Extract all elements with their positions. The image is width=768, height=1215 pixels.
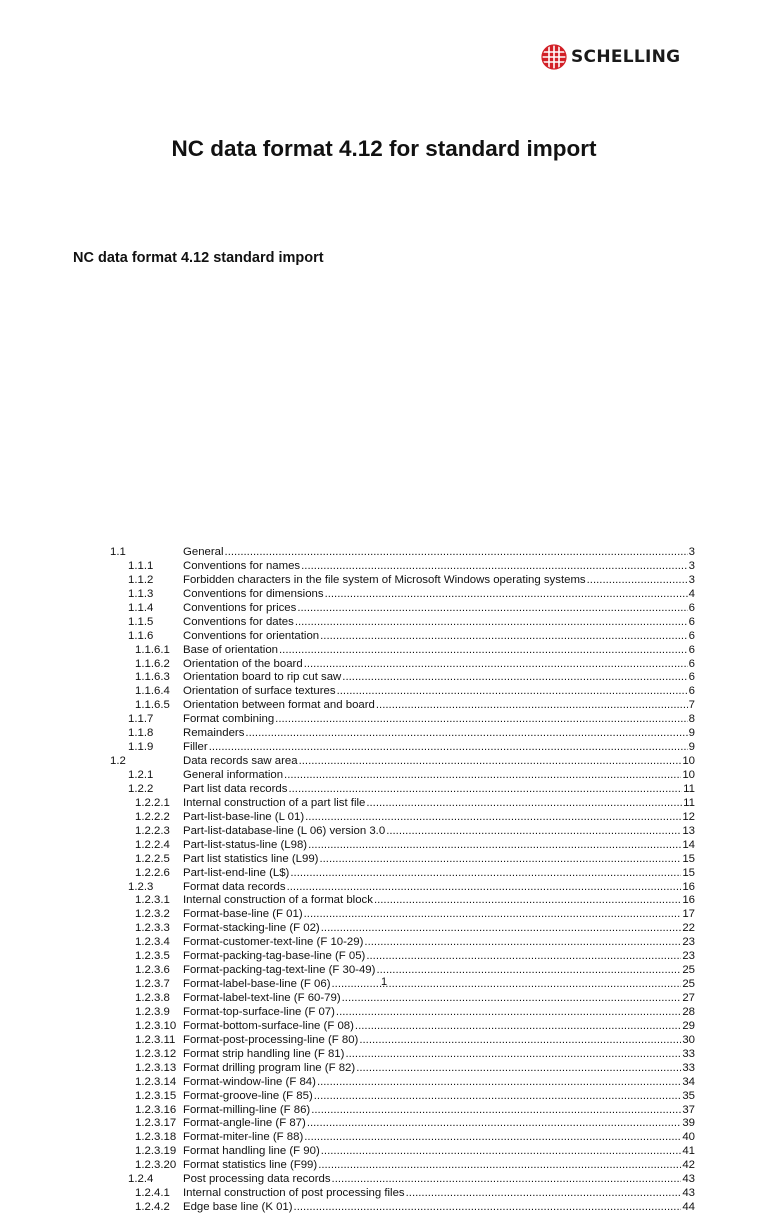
toc-entry-number: 1.1.6.1	[135, 643, 170, 656]
toc-entry-page: 3	[688, 573, 695, 586]
toc-entry[interactable]	[0, 769, 768, 783]
toc-entry-title: Base of orientation	[183, 643, 278, 656]
toc-entry-page: 3	[688, 546, 695, 558]
toc-entry-number: 1.2.3.12	[135, 1047, 177, 1060]
toc-entry[interactable]	[0, 1006, 768, 1020]
toc-list	[0, 546, 768, 1215]
toc-entry-title: Format-base-line (F 01)	[183, 908, 303, 921]
toc-entry-number: 1.2.2.3	[135, 824, 170, 837]
toc-entry-title: Format-packing-tag-base-line (F 05)	[183, 950, 366, 963]
toc-entry-page: 9	[688, 741, 695, 754]
toc-entry[interactable]	[0, 922, 768, 936]
toc-entry-title: Format data records	[183, 880, 286, 893]
toc-entry[interactable]	[0, 588, 768, 602]
toc-entry-title: Format statistics line (F99)	[183, 1159, 318, 1172]
toc-dot-leader	[279, 644, 688, 658]
toc-dot-leader	[297, 602, 687, 616]
schelling-logo	[541, 44, 680, 70]
toc-entry[interactable]	[0, 811, 768, 825]
toc-entry-number: 1.1.6.4	[135, 685, 170, 698]
toc-dot-leader	[304, 1131, 681, 1145]
toc-entry-page: 6	[688, 615, 695, 628]
toc-entry-number: 1.1.1	[128, 559, 154, 572]
toc-entry-number: 1.2.3.5	[135, 950, 170, 963]
toc-entry-page: 22	[682, 922, 695, 935]
toc-entry-number: 1.2.3.7	[135, 978, 170, 991]
toc-entry-number: 1.2.3.13	[135, 1061, 177, 1074]
toc-entry-page: 16	[682, 894, 695, 907]
toc-entry-number: 1.1.3	[128, 587, 154, 600]
toc-entry-title: Part-list-database-line (L 06) version 3.0	[183, 824, 386, 837]
toc-entry[interactable]	[0, 1034, 768, 1048]
toc-entry-title: Remainders	[183, 727, 245, 740]
toc-entry[interactable]	[0, 867, 768, 881]
toc-dot-leader	[314, 1090, 682, 1104]
toc-entry-page: 9	[688, 727, 695, 740]
toc-entry-title: Format-groove-line (F 85)	[183, 1089, 313, 1102]
toc-entry-number: 1.2.3.4	[135, 936, 170, 949]
toc-entry-number: 1.1.4	[128, 601, 154, 614]
toc-dot-leader	[364, 936, 681, 950]
toc-dot-leader	[342, 671, 687, 685]
toc-entry[interactable]	[0, 825, 768, 839]
toc-entry-number: 1.2.3.10	[135, 1019, 177, 1032]
toc-entry[interactable]	[0, 644, 768, 658]
toc-dot-leader	[225, 546, 688, 560]
toc-entry[interactable]	[0, 1201, 768, 1215]
toc-entry-number: 1.2.3.9	[135, 1005, 170, 1018]
toc-entry-number: 1.2.3.15	[135, 1089, 177, 1102]
toc-entry-page: 44	[682, 1201, 695, 1214]
toc-entry-page: 15	[682, 852, 695, 865]
logo-wordmark: SCHELLING	[571, 47, 681, 67]
toc-entry[interactable]	[0, 1117, 768, 1131]
toc-dot-leader	[406, 1187, 682, 1201]
toc-entry-page: 37	[682, 1103, 695, 1116]
toc-entry-number: 1.1.9	[128, 741, 154, 754]
toc-entry-title: Format-stacking-line (F 02)	[183, 922, 320, 935]
toc-entry[interactable]	[0, 1104, 768, 1118]
toc-dot-leader	[376, 699, 688, 713]
toc-entry-number: 1.2.1	[128, 769, 154, 781]
toc-entry[interactable]	[0, 755, 768, 769]
toc-entry-title: Filler	[183, 741, 208, 754]
toc-dot-leader	[336, 1006, 681, 1020]
toc-dot-leader	[304, 658, 688, 672]
toc-entry-page: 40	[682, 1131, 695, 1144]
toc-entry-page: 15	[682, 866, 695, 879]
toc-entry-page: 17	[682, 908, 695, 921]
toc-entry-title: Orientation of surface textures	[183, 685, 336, 698]
toc-entry[interactable]	[0, 853, 768, 867]
toc-dot-leader	[284, 769, 681, 783]
toc-entry-page: 28	[682, 1005, 695, 1018]
toc-entry-number: 1.2.2.1	[135, 796, 170, 809]
toc-entry-title: Format combining	[183, 713, 275, 726]
toc-entry-title: Orientation between format and board	[183, 699, 375, 712]
toc-entry[interactable]	[0, 950, 768, 964]
toc-entry-page: 25	[682, 978, 695, 991]
toc-entry-title: Format handling line (F 90)	[183, 1145, 320, 1158]
toc-entry-page: 16	[682, 880, 695, 893]
toc-entry-page: 6	[688, 601, 695, 614]
toc-entry[interactable]	[0, 630, 768, 644]
toc-entry[interactable]	[0, 616, 768, 630]
toc-entry-page: 6	[688, 643, 695, 656]
toc-entry-number: 1.2	[110, 755, 126, 768]
toc-dot-leader	[320, 630, 688, 644]
toc-entry-number: 1.2.3.2	[135, 908, 170, 921]
toc-entry-number: 1.2.3.17	[135, 1117, 177, 1130]
toc-entry[interactable]	[0, 1131, 768, 1145]
toc-entry-number: 1.2.2.6	[135, 866, 170, 879]
toc-entry-page: 27	[682, 992, 695, 1004]
toc-entry-page: 14	[682, 838, 695, 851]
toc-entry-number: 1.2.3.3	[135, 922, 170, 935]
toc-dot-leader	[366, 950, 681, 964]
toc-entry-number: 1.2.4	[128, 1173, 154, 1186]
toc-entry-page: 10	[682, 755, 695, 768]
toc-dot-leader	[356, 1062, 681, 1076]
toc-entry[interactable]	[0, 881, 768, 895]
toc-entry-title: Format-angle-line (F 87)	[183, 1117, 306, 1130]
toc-entry-title: Part-list-end-line (L$)	[183, 866, 290, 879]
toc-entry-number: 1.2.3.20	[135, 1159, 177, 1172]
toc-entry[interactable]	[0, 713, 768, 727]
toc-dot-leader	[345, 1048, 681, 1062]
toc-entry-title: Format-miter-line (F 88)	[183, 1131, 304, 1144]
toc-entry-number: 1.1	[110, 546, 126, 558]
toc-entry[interactable]	[0, 741, 768, 755]
toc-entry-page: 6	[688, 671, 695, 684]
toc-entry-title: Part list data records	[183, 782, 288, 795]
toc-entry-title: Data records saw area	[183, 755, 298, 768]
toc-entry-page: 23	[682, 936, 695, 949]
toc-dot-leader	[321, 922, 682, 936]
toc-dot-leader	[301, 560, 688, 574]
toc-dot-leader	[359, 1034, 681, 1048]
document-title: NC data format 4.12 for standard import	[171, 136, 597, 161]
toc-entry[interactable]	[0, 1076, 768, 1090]
toc-entry[interactable]	[0, 699, 768, 713]
toc-entry-title: Edge base line (K 01)	[183, 1201, 293, 1214]
toc-dot-leader	[317, 1076, 681, 1090]
toc-dot-leader	[319, 853, 681, 867]
toc-entry-page: 25	[682, 964, 695, 977]
toc-dot-leader	[245, 727, 687, 741]
toc-dot-leader	[304, 908, 682, 922]
toc-entry[interactable]	[0, 685, 768, 699]
toc-entry-page: 11	[683, 782, 695, 795]
toc-entry-number: 1.2.4.1	[135, 1187, 170, 1200]
toc-dot-leader	[308, 839, 681, 853]
toc-entry-title: Format drilling program line (F 82)	[183, 1061, 356, 1074]
toc-entry-title: Internal construction of a part list file	[183, 796, 366, 809]
toc-entry-number: 1.1.6.5	[135, 699, 170, 712]
toc-entry-page: 43	[682, 1187, 695, 1200]
toc-entry-title: Part-list-base-line (L 01)	[183, 810, 305, 823]
toc-entry-number: 1.2.3	[128, 880, 154, 893]
toc-entry[interactable]	[0, 727, 768, 741]
toc-entry-number: 1.2.2.4	[135, 838, 170, 851]
toc-entry-number: 1.2.3.14	[135, 1075, 177, 1088]
toc-entry[interactable]	[0, 658, 768, 672]
toc-dot-leader	[287, 881, 682, 895]
toc-entry-title: Post processing data records	[183, 1173, 331, 1186]
toc-entry-number: 1.2.2.2	[135, 810, 170, 823]
toc-entry-title: Format-packing-tag-text-line (F 30-49)	[183, 964, 376, 977]
toc-entry[interactable]	[0, 1048, 768, 1062]
toc-entry[interactable]	[0, 1159, 768, 1173]
toc-entry-number: 1.1.6	[128, 629, 154, 642]
toc-entry[interactable]	[0, 894, 768, 908]
toc-entry-page: 8	[688, 713, 695, 726]
toc-dot-leader	[307, 1117, 682, 1131]
toc-entry-page: 43	[682, 1173, 695, 1186]
toc-dot-leader	[294, 1201, 682, 1215]
toc-dot-leader	[311, 1104, 681, 1118]
toc-entry-page: 42	[682, 1159, 695, 1172]
toc-entry-title: Orientation board to rip cut saw	[183, 671, 342, 684]
toc-entry-number: 1.1.2	[128, 573, 154, 586]
toc-dot-leader	[288, 783, 682, 797]
toc-entry[interactable]	[0, 1020, 768, 1034]
toc-entry-title: Format strip handling line (F 81)	[183, 1047, 345, 1060]
toc-entry-number: 1.2.3.11	[135, 1033, 176, 1046]
toc-entry-page: 41	[682, 1145, 695, 1158]
toc-entry-number: 1.1.5	[128, 615, 154, 628]
toc-entry[interactable]	[0, 574, 768, 588]
toc-entry-page: 10	[682, 769, 695, 781]
schelling-logo-icon	[541, 44, 567, 70]
toc-entry-title: Conventions for dates	[183, 615, 294, 628]
toc-entry[interactable]	[0, 1187, 768, 1201]
toc-entry[interactable]	[0, 602, 768, 616]
toc-dot-leader	[305, 811, 681, 825]
toc-entry-title: Format-bottom-surface-line (F 08)	[183, 1019, 354, 1032]
toc-entry-title: Format-window-line (F 84)	[183, 1075, 316, 1088]
toc-dot-leader	[275, 713, 687, 727]
toc-entry-title: Format-label-text-line (F 60-79)	[183, 992, 341, 1004]
toc-entry-number: 1.2.3.18	[135, 1131, 177, 1144]
toc-entry-title: Conventions for prices	[183, 601, 297, 614]
toc-entry-title: Conventions for orientation	[183, 629, 320, 642]
toc-entry-page: 39	[682, 1117, 695, 1130]
toc-entry-title: Forbidden characters in the file system of Microsoft Windows operating systems	[183, 573, 586, 586]
toc-dot-leader	[299, 755, 682, 769]
toc-dot-leader	[209, 741, 688, 755]
toc-entry-page: 3	[688, 559, 695, 572]
toc-entry-page: 29	[682, 1019, 695, 1032]
toc-entry[interactable]	[0, 1145, 768, 1159]
toc-entry[interactable]	[0, 839, 768, 853]
toc-entry[interactable]	[0, 1173, 768, 1187]
toc-entry-number: 1.2.4.2	[135, 1201, 170, 1214]
toc-entry-title: General	[183, 546, 224, 558]
toc-heading: NC data format 4.12 standard import	[73, 250, 324, 266]
toc-entry-number: 1.1.7	[128, 713, 154, 726]
toc-entry[interactable]	[0, 546, 768, 560]
toc-entry[interactable]	[0, 783, 768, 797]
toc-entry-number: 1.2.3.1	[135, 894, 170, 907]
toc-dot-leader	[386, 825, 681, 839]
toc-entry-page: 30	[682, 1033, 695, 1046]
toc-entry-page: 23	[682, 950, 695, 963]
toc-entry-page: 6	[688, 657, 695, 670]
toc-entry[interactable]	[0, 992, 768, 1006]
toc-entry-title: Internal construction of a format block	[183, 894, 373, 907]
toc-entry-number: 1.2.3.8	[135, 992, 170, 1004]
toc-entry-title: Format-top-surface-line (F 07)	[183, 1005, 335, 1018]
toc-entry[interactable]	[0, 1062, 768, 1076]
toc-entry-number: 1.2.3.6	[135, 964, 170, 977]
toc-entry-title: Format-customer-text-line (F 10-29)	[183, 936, 364, 949]
toc-entry-title: Part list statistics line (L99)	[183, 852, 319, 865]
toc-entry[interactable]	[0, 1090, 768, 1104]
toc-entry-number: 1.2.2.5	[135, 852, 170, 865]
toc-entry-title: General information	[183, 769, 284, 781]
toc-dot-leader	[374, 894, 681, 908]
toc-entry-page: 4	[688, 587, 695, 600]
toc-entry-number: 1.1.6.2	[135, 657, 170, 670]
toc-entry-page: 33	[682, 1061, 695, 1074]
toc-entry-page: 34	[682, 1075, 695, 1088]
toc-entry-page: 35	[682, 1089, 695, 1102]
toc-entry-title: Conventions for dimensions	[183, 587, 324, 600]
toc-entry-number: 1.2.3.16	[135, 1103, 177, 1116]
toc-entry-title: Format-milling-line (F 86)	[183, 1103, 311, 1116]
toc-entry-page: 12	[682, 810, 695, 823]
toc-dot-leader	[318, 1159, 681, 1173]
toc-entry-title: Internal construction of post processing files	[183, 1187, 405, 1200]
toc-entry-page: 11	[683, 796, 695, 809]
toc-entry[interactable]	[0, 908, 768, 922]
toc-entry-page: 13	[682, 824, 695, 837]
toc-entry-page: 6	[688, 685, 695, 698]
toc-entry-number: 1.1.6.3	[135, 671, 170, 684]
toc-dot-leader	[295, 616, 688, 630]
toc-entry[interactable]	[0, 671, 768, 685]
toc-dot-leader	[290, 867, 681, 881]
toc-entry-number: 1.1.8	[128, 727, 154, 740]
toc-entry-number: 1.2.2	[128, 782, 154, 795]
toc-entry-title: Conventions for names	[183, 559, 301, 572]
toc-entry-title: Format-label-base-line (F 06)	[183, 978, 331, 991]
toc-dot-leader	[332, 1173, 682, 1187]
toc-entry-number: 1.2.3.19	[135, 1145, 177, 1158]
toc-dot-leader	[325, 588, 688, 602]
toc-entry-page: 7	[688, 699, 695, 712]
toc-entry-title: Part-list-status-line (L98)	[183, 838, 308, 851]
toc-entry[interactable]	[0, 560, 768, 574]
toc-entry-page: 6	[688, 629, 695, 642]
toc-dot-leader	[366, 797, 682, 811]
toc-dot-leader	[321, 1145, 682, 1159]
toc-entry-title: Orientation of the board	[183, 657, 303, 670]
toc-entry[interactable]	[0, 936, 768, 950]
toc-entry-page: 33	[682, 1047, 695, 1060]
toc-dot-leader	[342, 992, 682, 1006]
toc-dot-leader	[337, 685, 688, 699]
toc-entry[interactable]	[0, 797, 768, 811]
page-number: 1	[380, 976, 388, 988]
toc-entry-title: Format-post-processing-line (F 80)	[183, 1033, 359, 1046]
toc-dot-leader	[355, 1020, 681, 1034]
toc-dot-leader	[587, 574, 688, 588]
